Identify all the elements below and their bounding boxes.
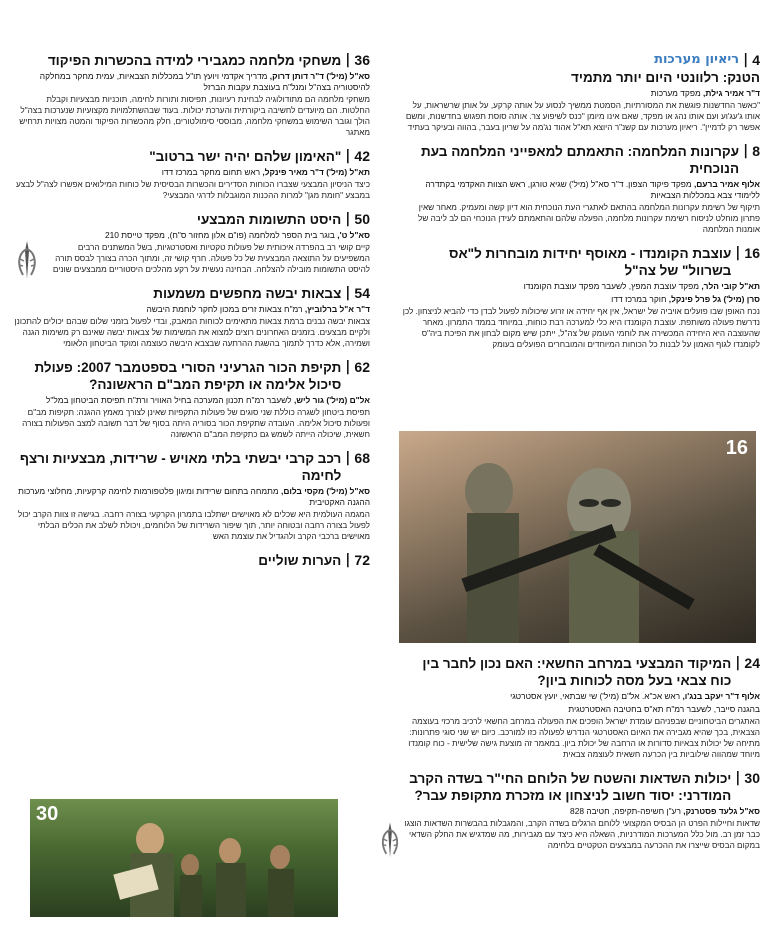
toc-entry-54[interactable]	[14, 285, 370, 349]
entry-author-line2: בהגנה סייבר, לשעבר רמ"ח תא"ס בחטיבה האסטרטגית	[568, 704, 760, 714]
entry-author: אל"ם (מיל') גור ליש, לשעבר רמ"ח תכנון המערכה בחיל האוויר ורת"ח תפיסת הביטחון במל"ל	[45, 395, 370, 405]
separator: |	[743, 52, 749, 68]
photo-page-label: 16	[725, 437, 748, 459]
entry-abstract: נכח האופן שבו פועלים אויביה של ישראל, אין אף יחידה או זרוע שיכולות לפעול לבדן כדי להביא לניצחון. לכן נדרשת פעולה משותפת. עוצבת הקומנדו היא כלי למערכה רבת כוחות, במיוחד בממד התמרון. מאחר שהעוצבה היא היחידה המכשירה את לוחמי העומק של צה"ל, ייתכן שיש מקום לבחון את הפיכת ביה"ס לקומנדו לגוף האמון על לבנות כל הכוחות המיוחדים והמובחרים הפועלים בעומק	[402, 307, 760, 349]
toc-left-column	[14, 52, 370, 579]
page-number: 42	[354, 148, 370, 164]
separator: |	[345, 148, 351, 164]
entry-abstract: קיים קושי רב בהפרדה איכותית של פעולות טקטיות ואסטרטגיות, בשל המשתנים הרבים המשפיעים על התוצאה המבצעית של כל פעולה. חרף קושי זה, ומתוך הכרה בצורך לבסס תורה להיסט התשומות מובילה להצלחה. הבחינה נעשית על רקע מהלכים היסטוריים ממבצעים שונים	[52, 243, 370, 274]
toc-entry-68[interactable]	[14, 450, 370, 542]
toc-entry-50[interactable]	[14, 211, 370, 275]
page-number: 72	[354, 552, 370, 568]
entry-author: סא"ל (מיל') מקסי בלום, מתמחה בתחום שרידות ומיגון פלטפורמות לחימה קרקעיות, מחלוצי מערכות ההגנה האקטיבית	[18, 486, 370, 507]
separator: |	[345, 285, 351, 301]
separator: |	[345, 52, 351, 68]
entry-title: היסט התשומות המבצעי	[196, 212, 342, 227]
toc-entry-72[interactable]	[14, 552, 370, 569]
entry-title: עקרונות המלחמה: התאמתם למאפייני המלחמה בעת הנוכחית	[421, 144, 740, 176]
photo-page-label: 30	[36, 803, 59, 825]
entry-author: אלוף ד"ר יעקב בנג'ו, ראש אכ"א. אל"ם (מיל') שי שבתאי, יועץ אסטרטגי	[510, 691, 760, 701]
entry-author: תא"ל קובי הלר, מפקד עוצבת המפץ, לשעבר מפקד עוצבת הקומנדו	[523, 281, 760, 291]
separator: |	[345, 211, 351, 227]
page-number: 8	[752, 143, 760, 159]
entry-title: "האימון שלהם יהיה ישר ברטוב"	[149, 149, 342, 164]
toc-entry-4[interactable]	[398, 52, 760, 133]
toc-right-column	[398, 52, 760, 360]
toc-right-column-lower	[398, 655, 760, 861]
toc-entry-16[interactable]	[398, 245, 760, 350]
entry-abstract: שדאות וחיילות הפרט הן הבסיס המקצועי ללוחם הרגלים בשדה הקרב, והמגבלות בהבשרות השדאות הוצגו כבר זמן רב. מול כלל המערכות המודרניות, השאלה היא כיצד עם מגבירות, מה שמדגיש את החלק השדאי במקום הבסיס שייצרו את ההכרעה במבצעים הטקטיים בלחימה	[404, 819, 760, 850]
entry-abstract: צבאות יבשה נבנים ברמת צבאות מתאימים לכוחות המאבק, ובדי לפעול בזמני שלום שבהם יכולים להתכונן ולקיים מבצעים. בזמנים האחרונים רוצים למצוא את המשימות של צבאות יבשה שאינם רק משימות הגנה ושמירה, אלא כדרך לתמוך בהשגת ההרתעה שבצבא היבשה כעוצמה ומוקד הביטחון הלאומי	[14, 317, 370, 348]
entry-abstract: תפיסת ביטחון לשגרה כוללת שני סוגים של פעולות התקפיות שאינן לצורך מאמץ ההגנה: תקיפות מב"ם ופעולות סיכול אלימה. העובדה שתקיפת הכור בסוריה היתה בסוף של דבר תשובה למצב הפעולות בצורה חשאית, שיכולה הייתה לשמש גם כתקיפת המב"ם הראשונה	[22, 408, 370, 439]
entry-author: סא"ל ט', בוגר בית הספר למלחמה (פו"ם אלון מחזור ס"ח), מפקד טייסת 210	[104, 230, 370, 240]
entry-author: תא"ל (מיל') ד"ר מאיר פינקל, ראש תחום מחקר במרכז דדו	[161, 167, 370, 177]
idf-emblem-icon	[378, 820, 402, 860]
separator: |	[735, 770, 741, 786]
page-number: 36	[354, 52, 370, 68]
entry-abstract: "כאשר החדשנות פוגשת את המסורתיות, הסמטת ממשיך לנסוע על אותה קרקע, על אותן שרשראות, על אותו ג'עג'וע ועם אותו נהג או מפקד, שאם אינו מיומן "כנס לשיפוע צר. אותה סוסת תפגוש בחדשנות, ומשם אפשר רק לדמיין". ריאיון מערכות עם קשנ"ר היוצא תא"ל אהוד נג'מה על שריון בעבר, בהווה ובעיקר בעתיד	[405, 101, 760, 132]
infantry-forest-photo	[30, 799, 338, 917]
page-number: 30	[744, 770, 760, 786]
soldiers-with-rifles-photo	[399, 431, 756, 643]
entry-title: רכב קרבי יבשתי בלתי מאויש - שרידות, מבצעיות ורצף לחימה	[19, 451, 342, 483]
page-number: 24	[744, 655, 760, 671]
toc-entry-30[interactable]	[398, 770, 760, 851]
separator: |	[345, 359, 351, 375]
separator: |	[735, 245, 741, 261]
page-number: 50	[354, 211, 370, 227]
idf-emblem-icon	[14, 239, 40, 281]
photo-illustration	[399, 431, 756, 643]
page-number: 54	[354, 285, 370, 301]
entry-abstract: משחקי מלחמה הם מתודולוגיה לבחינת רעיונות, תפיסות ותורות לחימה, תוכניות מבצעיות וקבלת החלטות. הם מיועדים לחשיבה ביקורתית והערכת יכולות. בעוד שבהשתלמויות מקצועיות שנערכות בצה"ל הולך וגובר השימוש במשחקי מלחמה, מבוססי סימולטורים, חלק מהכשרות הפיקוד והמטה מצויות תרחיש מאתגר	[19, 95, 370, 137]
separator: |	[735, 655, 741, 671]
entry-title: הטנק: רלוונטי היום יותר מתמיד	[571, 70, 760, 85]
toc-entry-24[interactable]	[398, 655, 760, 760]
entry-author: ד"ר א"ל ברלוביץ, רמ"ח צבאות זרים במכון לחקר לוחמת היבשה	[146, 304, 370, 314]
entry-title: עוצבת הקומנדו - מאוסף יחידות מובחרות ל"אס בשרוול" של צה"ל	[449, 246, 732, 278]
entry-title: משחקי מלחמה כמגבירי למידה בהכשרות הפיקוד	[47, 53, 342, 68]
separator: |	[345, 450, 351, 466]
entry-author: סא"ל (מיל') ד"ר דותן דרוק, מדריך אקדמי ויועץ תו"ל במכללות הצבאיות, עמית מחקר במחלקה להיסטוריה בצה"ל ומנל"ח בעוצבת עקבות הברזל	[39, 71, 370, 92]
entry-title: תקיפת הכור הגרעיני הסורי בספטמבר 2007: פעולת סיכול אלימה או תקיפת המב"ם הראשונה?	[34, 360, 342, 392]
entry-abstract: המגמה העולמית היא שכלים לא מאוישים ישתלבו בתמרון הקרקעי בצורה רחבה. בגישה זו צוות הקרב יכול לפעול בצורה רחבה ובטוחה יותר, תוך שיפור השרידות של הלוחמים, ויכולת לשלב את הכלים הבלתי מאוישים ברכבי הקרב ולהגדיל את עוצמת האש	[17, 510, 370, 541]
entry-abstract: תיקוף של רשימת עקרונות המלחמה בהתאם לאתגרי העת הנוכחית הוא דיון קשה ומעמיק. מאחר שאין פתרון מוחלט לניסוח רשימת עקרונות מלחמה, הפעלה שלהם והתאמתם לעידן הנוכחי הם לב ליבה של אומנות המלחמה	[418, 203, 760, 234]
separator: |	[345, 552, 351, 568]
entry-title: המיקוד המבצעי במרחב החשאי: האם נכון לחבר בין כוח צבאי בעל מסה לכוחות ביון?	[422, 656, 732, 688]
page-number: 16	[744, 245, 760, 261]
entry-abstract: האתגרים הביטחוניים שבפניהם עומדת ישראל הופכים את הפעולה במרחב החשאי לרכיב מרכזי בעוצמה הצבאית, בכך שהיא מגבירה את האיום האסטרטגי הנדרש לפעולה כזו למורכב. כיום יש שני סוגי פתרונות: מתיחה של יכולות צבאיות סדורות או הרחבה של יכולת ביון. במאמר זה מוצעת גישה שלישית - כוח קומנדו מיוחד שמהווה שילוביות בין הכרעה חשאית לעוצמה צבאית	[408, 717, 760, 759]
entry-author: אלוף אמיר ברעם, מפקד פיקוד הצפון. ד"ר סא"ל (מיל') שגיא טורגן, ראש הצוות האקדמי בקתדרה ללימודי צבא במכללות הצבאיות	[425, 179, 760, 200]
entry-author: ד"ר אמיר גילת, מפקד מערכות	[650, 88, 760, 98]
entry-abstract: כיצד הניסיון המבצעי שצברו הכוחות הסדירים והכשרות הבסיסית של כוחות המילואים אפשרו לצה"ל לבצע במבצע "חומת מגן" למרות ההכנות המוגבלות לדרגי המבצעי?	[16, 180, 370, 200]
page-number: 68	[354, 450, 370, 466]
toc-entry-62[interactable]	[14, 359, 370, 440]
page-number: 62	[354, 359, 370, 375]
separator: |	[743, 143, 749, 159]
section-name: ריאיון מערכות	[654, 52, 740, 67]
entry-title: צבאות יבשה מחפשים משמעות	[153, 286, 342, 301]
entry-author-2: סרן (מיל') גל פרל פינקל, חוקר במרכז דדו	[611, 294, 760, 304]
toc-entry-8[interactable]	[398, 143, 760, 235]
entry-title: יכולות השדאות והשטח של הלוחם החי"ר בשדה הקרב המודרני: יסוד חשוב לניצחון או מזכרת מתקופת עבר?	[409, 771, 732, 803]
page-number: 4	[752, 52, 760, 68]
entry-title: הערות שוליים	[258, 553, 342, 568]
photo-illustration	[30, 799, 338, 917]
toc-entry-36[interactable]	[14, 52, 370, 138]
entry-author: סא"ל גלעד פסטרנק, רע"ן חשיפה-תקיפה, חטיבה 828	[570, 806, 760, 816]
toc-entry-42[interactable]	[14, 148, 370, 201]
